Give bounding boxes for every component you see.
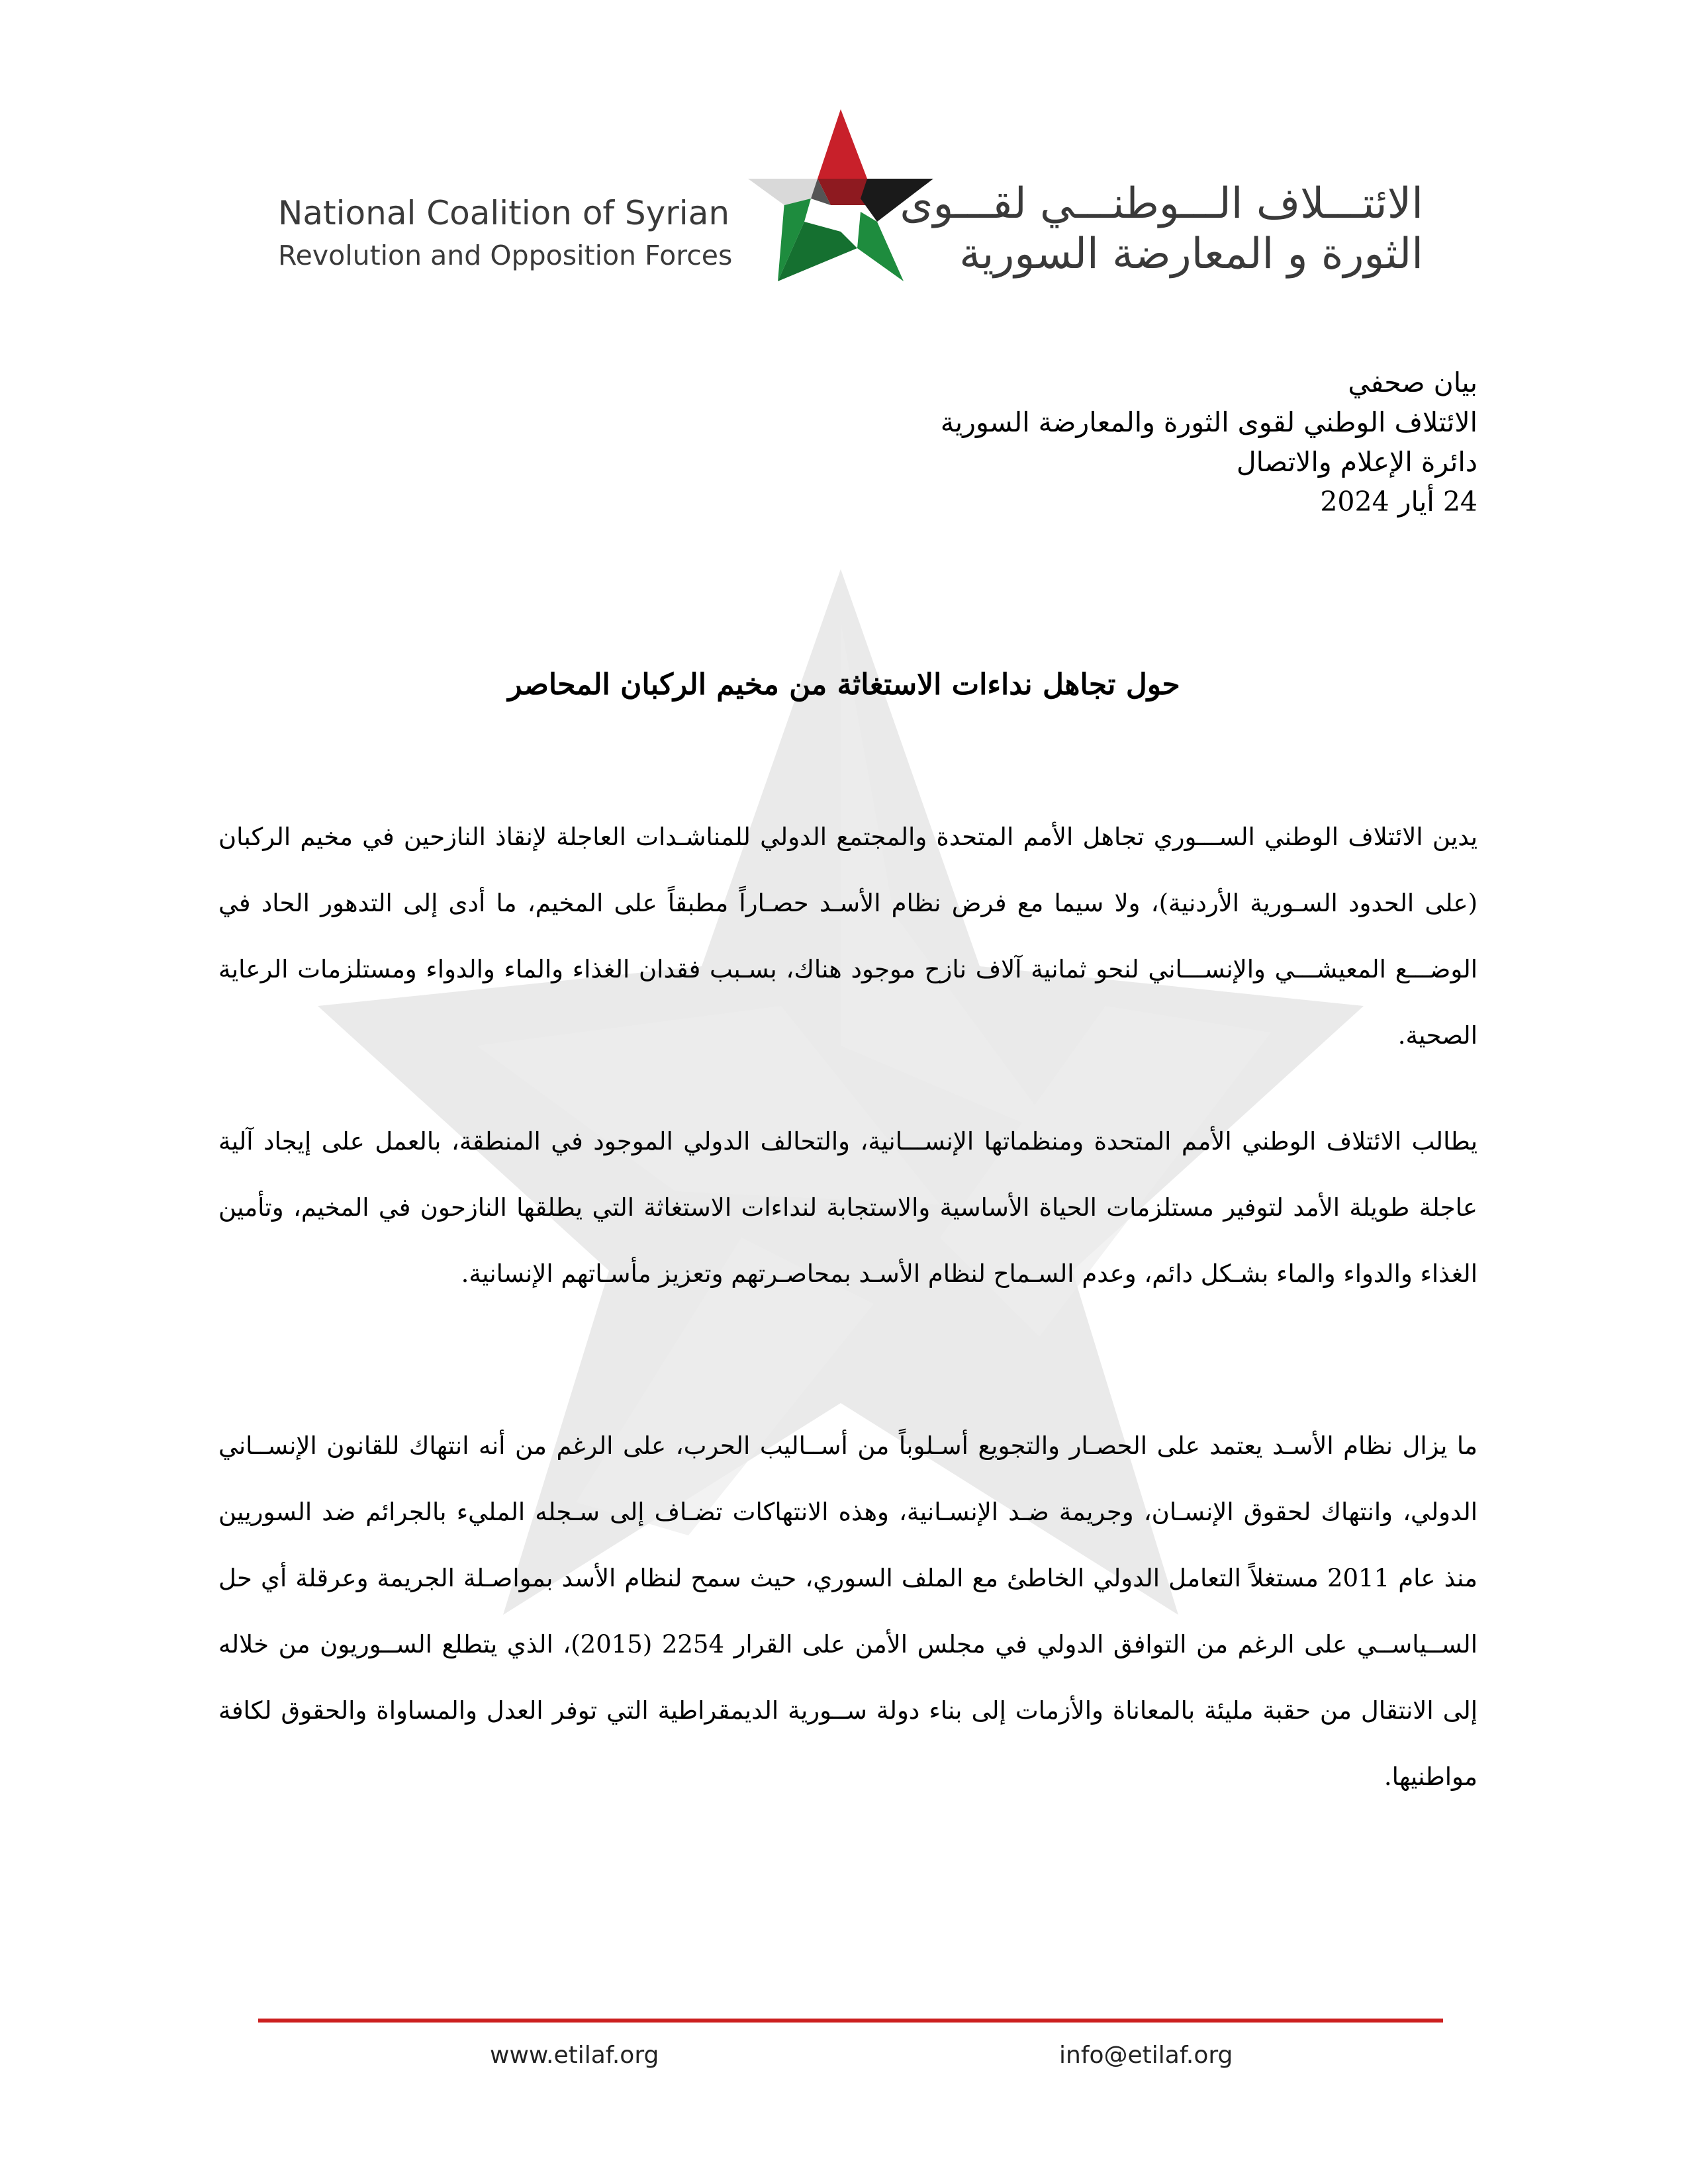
footer-website-link[interactable]: www.etilaf.org bbox=[490, 2042, 659, 2069]
org-name-arabic bbox=[900, 179, 1423, 279]
paragraph-2: يطالب الائتلاف الوطني الأمم المتحدة ومنظماتها الإنســـانية، والتحالف الدولي الموجود في المنطقة، بالعمل على إيجاد آلية عاجلة طويلة الأمد لتوفير مستلزمات الحياة الأساسية والاستجابة لنداءات الاستغاثة التي يطلقها النازحون في المخيم، وتأمين الغذاء والدواء والماء بشـكل دائم، وعدم السـماح لنظام الأسـد بمحاصـرتهم وتعزيز مأسـاتهم الإنسانية. bbox=[218, 1127, 1477, 1288]
statement-type: بيان صحفي bbox=[1348, 367, 1477, 398]
statement-org: الائتلاف الوطني لقوى الثورة والمعارضة السورية bbox=[940, 406, 1477, 438]
org-name-en-line1: National Coalition of Syrian bbox=[278, 194, 730, 232]
statement-meta bbox=[617, 363, 1477, 522]
footer-divider bbox=[258, 2019, 1443, 2023]
org-name-english bbox=[278, 192, 741, 277]
org-name-ar-line1: الائتـــلاف الـــوطنـــي لقـــوى bbox=[900, 179, 1423, 228]
statement-date: 24 أيار 2024 bbox=[1320, 486, 1477, 518]
statement-title: حول تجاهل نداءات الاستغاثة من مخيم الركبان المحاصر bbox=[508, 668, 1180, 702]
footer-email-link[interactable]: info@etilaf.org bbox=[1059, 2042, 1233, 2069]
org-name-en-line2: Revolution and Opposition Forces bbox=[278, 240, 733, 271]
paragraph-1: يدين الائتلاف الوطني الســـوري تجاهل الأمم المتحدة والمجتمع الدولي للمناشـدات العاجلة لإنقاذ النازحين في مخيم الركبان (على الحدود السـورية الأردنية)، ولا سيما مع فرض نظام الأسـد حصـاراً مطبقاً على المخيم، ما أدى إلى التدهور الحاد في الوضـــع المعيشـــي والإنســـاني لنحو ثمانية آلاف نازح موجود هناك، بسـبب فقدان الغذاء والماء والدواء ومستلزمات الرعاية الصحية. bbox=[218, 823, 1478, 1050]
paragraph-3: ما يزال نظام الأسـد يعتمد على الحصـار والتجويع أسـلوباً من أســاليب الحرب، على الرغم من أنه انتهاك للقانون الإنســاني الدولي، وانتهاك لحقوق الإنسـان، وجريمة ضـد الإنسـانية، وهذه الانتهاكات تضـاف إلى سـجله المليء بالجرائم ضد السوريين منذ عام 2011 مستغلاً التعامل الدولي الخاطئ مع الملف السوري، حيث سمح لنظام الأسد بمواصـلة الجريمة وعرقلة أي حل الســياســي على الرغم من التوافق الدولي في مجلس الأمن على القرار 2254 (2015)، الذي يتطلع الســوريون من خلاله إلى الانتقال من حقبة مليئة بالمعاناة والأزمات إلى بناء دولة ســورية الديمقراطية التي توفر العدل والمساواة والحقوق لكافة مواطنيها. bbox=[218, 1432, 1477, 1791]
org-name-ar-line2: الثورة و المعارضة السورية bbox=[959, 230, 1423, 279]
statement-dept: دائرة الإعلام والاتصال bbox=[1236, 446, 1477, 478]
